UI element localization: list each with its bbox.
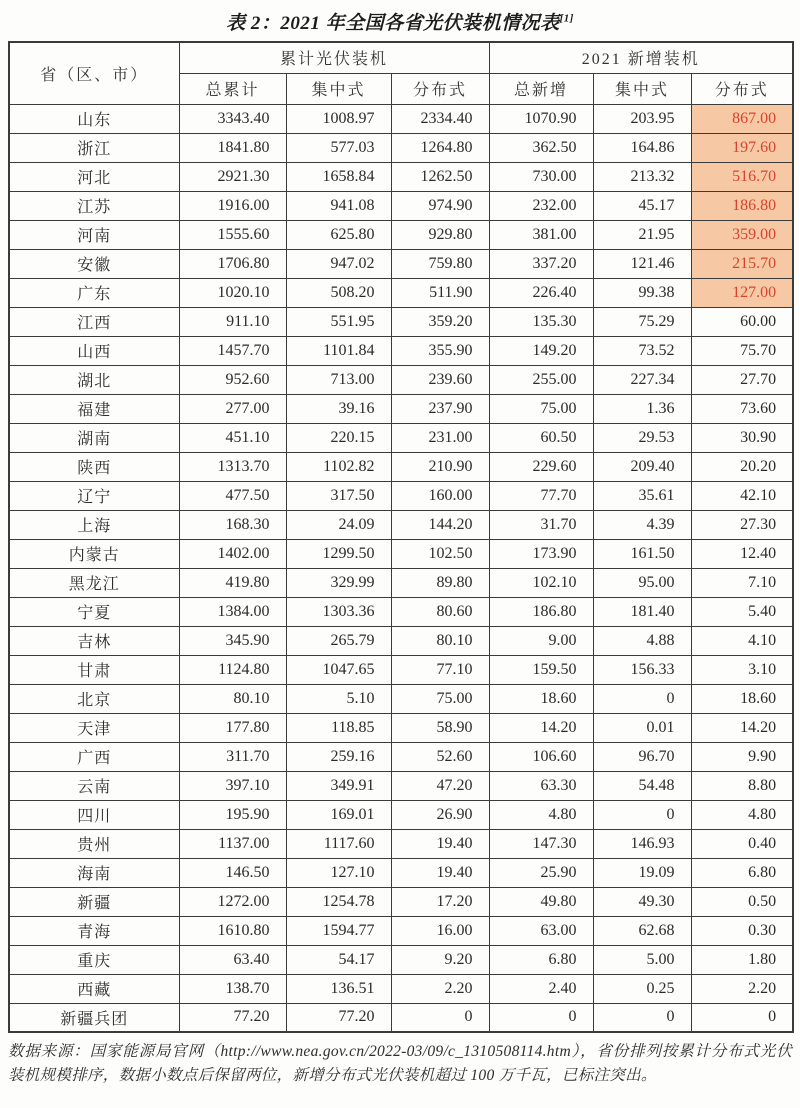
table-row — [9, 249, 793, 278]
value-cell: 146.93 — [593, 829, 691, 858]
value-cell: 96.70 — [593, 742, 691, 771]
value-cell: 4.39 — [593, 510, 691, 539]
value-cell: 60.50 — [489, 423, 593, 452]
new-distributed-value-cell: 867.00 — [691, 104, 793, 133]
value-cell: 220.15 — [286, 423, 391, 452]
province-cell: 内蒙古 — [9, 539, 179, 568]
province-cell: 河北 — [9, 162, 179, 191]
value-cell: 1272.00 — [179, 887, 286, 916]
value-cell: 1658.84 — [286, 162, 391, 191]
value-cell: 229.60 — [489, 452, 593, 481]
value-cell: 54.48 — [593, 771, 691, 800]
province-cell: 陕西 — [9, 452, 179, 481]
value-cell: 2334.40 — [391, 104, 489, 133]
new-distributed-value-cell: 0.40 — [691, 829, 793, 858]
value-cell: 102.10 — [489, 568, 593, 597]
value-cell: 359.20 — [391, 307, 489, 336]
value-cell: 177.80 — [179, 713, 286, 742]
table-row — [9, 452, 793, 481]
province-cell: 山西 — [9, 336, 179, 365]
value-cell: 1303.36 — [286, 597, 391, 626]
value-cell: 144.20 — [391, 510, 489, 539]
new-distributed-value-cell: 18.60 — [691, 684, 793, 713]
value-cell: 29.53 — [593, 423, 691, 452]
value-cell: 138.70 — [179, 974, 286, 1003]
value-cell: 77.10 — [391, 655, 489, 684]
value-cell: 713.00 — [286, 365, 391, 394]
value-cell: 1124.80 — [179, 655, 286, 684]
value-cell: 75.00 — [391, 684, 489, 713]
table-row — [9, 423, 793, 452]
value-cell: 1299.50 — [286, 539, 391, 568]
new-distributed-value-cell: 27.70 — [691, 365, 793, 394]
value-cell: 168.30 — [179, 510, 286, 539]
new-distributed-value-cell: 30.90 — [691, 423, 793, 452]
new-distributed-value-cell: 73.60 — [691, 394, 793, 423]
table-row — [9, 887, 793, 916]
table-row — [9, 394, 793, 423]
table-row — [9, 307, 793, 336]
table-row — [9, 336, 793, 365]
new-distributed-value-cell: 60.00 — [691, 307, 793, 336]
value-cell: 381.00 — [489, 220, 593, 249]
province-cell: 甘肃 — [9, 655, 179, 684]
value-cell: 345.90 — [179, 626, 286, 655]
value-cell: 21.95 — [593, 220, 691, 249]
value-cell: 239.60 — [391, 365, 489, 394]
province-cell: 湖南 — [9, 423, 179, 452]
table-row — [9, 539, 793, 568]
value-cell: 195.90 — [179, 800, 286, 829]
province-cell: 江西 — [9, 307, 179, 336]
value-cell: 19.40 — [391, 858, 489, 887]
value-cell: 0 — [489, 1003, 593, 1032]
value-cell: 1916.00 — [179, 191, 286, 220]
value-cell: 2.40 — [489, 974, 593, 1003]
value-cell: 232.00 — [489, 191, 593, 220]
new-distributed-value-cell: 14.20 — [691, 713, 793, 742]
value-cell: 0 — [593, 800, 691, 829]
value-cell: 62.68 — [593, 916, 691, 945]
value-cell: 4.80 — [489, 800, 593, 829]
value-cell: 181.40 — [593, 597, 691, 626]
value-cell: 941.08 — [286, 191, 391, 220]
new-distributed-value-cell: 2.20 — [691, 974, 793, 1003]
value-cell: 551.95 — [286, 307, 391, 336]
new-distributed-value-cell: 8.80 — [691, 771, 793, 800]
new-distributed-value-cell: 75.70 — [691, 336, 793, 365]
value-cell: 75.00 — [489, 394, 593, 423]
table-row — [9, 568, 793, 597]
value-cell: 0.01 — [593, 713, 691, 742]
value-cell: 759.80 — [391, 249, 489, 278]
province-cell: 吉林 — [9, 626, 179, 655]
value-cell: 127.10 — [286, 858, 391, 887]
table-row — [9, 829, 793, 858]
new-distributed-value-cell: 0.30 — [691, 916, 793, 945]
value-cell: 1047.65 — [286, 655, 391, 684]
value-cell: 24.09 — [286, 510, 391, 539]
value-cell: 80.10 — [179, 684, 286, 713]
province-cell: 黑龙江 — [9, 568, 179, 597]
table-row — [9, 597, 793, 626]
value-cell: 77.70 — [489, 481, 593, 510]
new-distributed-value-cell: 4.10 — [691, 626, 793, 655]
table-row — [9, 191, 793, 220]
value-cell: 209.40 — [593, 452, 691, 481]
new-distributed-value-cell: 27.30 — [691, 510, 793, 539]
table-row — [9, 626, 793, 655]
value-cell: 508.20 — [286, 278, 391, 307]
table-row — [9, 220, 793, 249]
province-cell: 山东 — [9, 104, 179, 133]
value-cell: 135.30 — [489, 307, 593, 336]
value-cell: 169.01 — [286, 800, 391, 829]
cumulative-group-header: 累计光伏装机 — [179, 42, 489, 73]
province-cell: 广西 — [9, 742, 179, 771]
value-cell: 1610.80 — [179, 916, 286, 945]
value-cell: 1117.60 — [286, 829, 391, 858]
value-cell: 1457.70 — [179, 336, 286, 365]
value-cell: 477.50 — [179, 481, 286, 510]
new-distributed-value-cell: 0.50 — [691, 887, 793, 916]
new-distributed-value-cell: 1.80 — [691, 945, 793, 974]
province-cell: 浙江 — [9, 133, 179, 162]
value-cell: 1254.78 — [286, 887, 391, 916]
value-cell: 1841.80 — [179, 133, 286, 162]
table-row — [9, 713, 793, 742]
value-cell: 89.80 — [391, 568, 489, 597]
col-header-cum-total: 总累计 — [179, 73, 286, 104]
table-row — [9, 104, 793, 133]
value-cell: 337.20 — [489, 249, 593, 278]
table-title — [8, 8, 792, 35]
table-row — [9, 945, 793, 974]
value-cell: 106.60 — [489, 742, 593, 771]
table-title-text: 表 2：2021 年全国各省光伏装机情况表 — [226, 13, 560, 34]
table-header — [9, 42, 793, 104]
value-cell: 952.60 — [179, 365, 286, 394]
value-cell: 210.90 — [391, 452, 489, 481]
value-cell: 1.36 — [593, 394, 691, 423]
value-cell: 173.90 — [489, 539, 593, 568]
pv-capacity-table — [8, 41, 794, 1033]
value-cell: 259.16 — [286, 742, 391, 771]
value-cell: 159.50 — [489, 655, 593, 684]
value-cell: 1402.00 — [179, 539, 286, 568]
value-cell: 1008.97 — [286, 104, 391, 133]
value-cell: 19.40 — [391, 829, 489, 858]
table-row — [9, 974, 793, 1003]
value-cell: 77.20 — [179, 1003, 286, 1032]
new-distributed-value-cell: 42.10 — [691, 481, 793, 510]
value-cell: 929.80 — [391, 220, 489, 249]
value-cell: 49.80 — [489, 887, 593, 916]
value-cell: 39.16 — [286, 394, 391, 423]
col-header-new-centralized: 集中式 — [593, 73, 691, 104]
value-cell: 47.20 — [391, 771, 489, 800]
value-cell: 227.34 — [593, 365, 691, 394]
value-cell: 9.20 — [391, 945, 489, 974]
table-row — [9, 655, 793, 684]
new-distributed-value-cell: 359.00 — [691, 220, 793, 249]
value-cell: 26.90 — [391, 800, 489, 829]
value-cell: 156.33 — [593, 655, 691, 684]
new-distributed-value-cell: 186.80 — [691, 191, 793, 220]
table-row — [9, 771, 793, 800]
province-cell: 四川 — [9, 800, 179, 829]
province-cell: 天津 — [9, 713, 179, 742]
value-cell: 118.85 — [286, 713, 391, 742]
value-cell: 63.40 — [179, 945, 286, 974]
value-cell: 203.95 — [593, 104, 691, 133]
value-cell: 1384.00 — [179, 597, 286, 626]
province-cell: 北京 — [9, 684, 179, 713]
value-cell: 164.86 — [593, 133, 691, 162]
province-cell: 辽宁 — [9, 481, 179, 510]
value-cell: 19.09 — [593, 858, 691, 887]
province-cell: 新疆 — [9, 887, 179, 916]
value-cell: 16.00 — [391, 916, 489, 945]
value-cell: 255.00 — [489, 365, 593, 394]
value-cell: 63.30 — [489, 771, 593, 800]
value-cell: 147.30 — [489, 829, 593, 858]
new-distributed-value-cell: 20.20 — [691, 452, 793, 481]
col-header-new-distributed: 分布式 — [691, 73, 793, 104]
province-cell: 西藏 — [9, 974, 179, 1003]
value-cell: 186.80 — [489, 597, 593, 626]
value-cell: 95.00 — [593, 568, 691, 597]
value-cell: 911.10 — [179, 307, 286, 336]
province-cell: 云南 — [9, 771, 179, 800]
value-cell: 362.50 — [489, 133, 593, 162]
province-cell: 贵州 — [9, 829, 179, 858]
value-cell: 52.60 — [391, 742, 489, 771]
new-distributed-value-cell: 127.00 — [691, 278, 793, 307]
value-cell: 1020.10 — [179, 278, 286, 307]
value-cell: 947.02 — [286, 249, 391, 278]
value-cell: 0 — [593, 1003, 691, 1032]
new-distributed-value-cell: 7.10 — [691, 568, 793, 597]
province-cell: 上海 — [9, 510, 179, 539]
province-cell: 宁夏 — [9, 597, 179, 626]
value-cell: 329.99 — [286, 568, 391, 597]
new-distributed-value-cell: 4.80 — [691, 800, 793, 829]
table-row — [9, 481, 793, 510]
value-cell: 73.52 — [593, 336, 691, 365]
value-cell: 3343.40 — [179, 104, 286, 133]
province-cell: 重庆 — [9, 945, 179, 974]
value-cell: 5.10 — [286, 684, 391, 713]
value-cell: 0 — [593, 684, 691, 713]
value-cell: 277.00 — [179, 394, 286, 423]
value-cell: 2921.30 — [179, 162, 286, 191]
col-header-cum-centralized: 集中式 — [286, 73, 391, 104]
value-cell: 160.00 — [391, 481, 489, 510]
value-cell: 265.79 — [286, 626, 391, 655]
value-cell: 1101.84 — [286, 336, 391, 365]
table-row — [9, 510, 793, 539]
value-cell: 1070.90 — [489, 104, 593, 133]
province-cell: 江苏 — [9, 191, 179, 220]
value-cell: 317.50 — [286, 481, 391, 510]
value-cell: 231.00 — [391, 423, 489, 452]
value-cell: 121.46 — [593, 249, 691, 278]
table-row — [9, 365, 793, 394]
province-cell: 湖北 — [9, 365, 179, 394]
value-cell: 0.25 — [593, 974, 691, 1003]
value-cell: 1264.80 — [391, 133, 489, 162]
value-cell: 161.50 — [593, 539, 691, 568]
table-row — [9, 133, 793, 162]
value-cell: 355.90 — [391, 336, 489, 365]
province-column-header: 省（区、市） — [9, 42, 179, 104]
value-cell: 2.20 — [391, 974, 489, 1003]
table-row — [9, 858, 793, 887]
table-row — [9, 800, 793, 829]
value-cell: 58.90 — [391, 713, 489, 742]
new-distributed-value-cell: 9.90 — [691, 742, 793, 771]
province-cell: 河南 — [9, 220, 179, 249]
value-cell: 54.17 — [286, 945, 391, 974]
value-cell: 45.17 — [593, 191, 691, 220]
value-cell: 14.20 — [489, 713, 593, 742]
table-row — [9, 916, 793, 945]
table-row — [9, 684, 793, 713]
table-body — [9, 104, 793, 1032]
new-distributed-value-cell: 3.10 — [691, 655, 793, 684]
value-cell: 1594.77 — [286, 916, 391, 945]
province-cell: 新疆兵团 — [9, 1003, 179, 1032]
province-cell: 广东 — [9, 278, 179, 307]
value-cell: 80.10 — [391, 626, 489, 655]
province-cell: 海南 — [9, 858, 179, 887]
value-cell: 1262.50 — [391, 162, 489, 191]
value-cell: 99.38 — [593, 278, 691, 307]
table-row — [9, 1003, 793, 1032]
value-cell: 35.61 — [593, 481, 691, 510]
value-cell: 1706.80 — [179, 249, 286, 278]
value-cell: 625.80 — [286, 220, 391, 249]
value-cell: 1137.00 — [179, 829, 286, 858]
province-cell: 福建 — [9, 394, 179, 423]
value-cell: 730.00 — [489, 162, 593, 191]
value-cell: 226.40 — [489, 278, 593, 307]
value-cell: 1102.82 — [286, 452, 391, 481]
table-row — [9, 278, 793, 307]
new-distributed-value-cell: 516.70 — [691, 162, 793, 191]
value-cell: 451.10 — [179, 423, 286, 452]
value-cell: 49.30 — [593, 887, 691, 916]
new-distributed-value-cell: 0 — [691, 1003, 793, 1032]
value-cell: 102.50 — [391, 539, 489, 568]
col-header-cum-distributed: 分布式 — [391, 73, 489, 104]
value-cell: 4.88 — [593, 626, 691, 655]
table-row — [9, 742, 793, 771]
value-cell: 80.60 — [391, 597, 489, 626]
value-cell: 25.90 — [489, 858, 593, 887]
value-cell: 1313.70 — [179, 452, 286, 481]
value-cell: 419.80 — [179, 568, 286, 597]
value-cell: 9.00 — [489, 626, 593, 655]
new-distributed-value-cell: 197.60 — [691, 133, 793, 162]
value-cell: 349.91 — [286, 771, 391, 800]
value-cell: 237.90 — [391, 394, 489, 423]
value-cell: 213.32 — [593, 162, 691, 191]
value-cell: 31.70 — [489, 510, 593, 539]
table-row — [9, 162, 793, 191]
value-cell: 5.00 — [593, 945, 691, 974]
value-cell: 136.51 — [286, 974, 391, 1003]
value-cell: 0 — [391, 1003, 489, 1032]
data-source-footnote: 数据来源：国家能源局官网（http://www.nea.gov.cn/2022-03/09/c_1310508114.htm），省份排列按累计分布式光伏装机规模排序，数据小数点后保留两位，新增分布式光伏装机超过 100 万千瓦，已标注突出。 — [8, 1043, 792, 1085]
value-cell: 77.20 — [286, 1003, 391, 1032]
value-cell: 18.60 — [489, 684, 593, 713]
value-cell: 577.03 — [286, 133, 391, 162]
new-2021-group-header: 2021 新增装机 — [489, 42, 793, 73]
province-cell: 安徽 — [9, 249, 179, 278]
value-cell: 397.10 — [179, 771, 286, 800]
value-cell: 146.50 — [179, 858, 286, 887]
value-cell: 17.20 — [391, 887, 489, 916]
value-cell: 75.29 — [593, 307, 691, 336]
value-cell: 1555.60 — [179, 220, 286, 249]
value-cell: 311.70 — [179, 742, 286, 771]
value-cell: 974.90 — [391, 191, 489, 220]
province-cell: 青海 — [9, 916, 179, 945]
value-cell: 6.80 — [489, 945, 593, 974]
new-distributed-value-cell: 215.70 — [691, 249, 793, 278]
value-cell: 149.20 — [489, 336, 593, 365]
value-cell: 63.00 — [489, 916, 593, 945]
new-distributed-value-cell: 6.80 — [691, 858, 793, 887]
new-distributed-value-cell: 12.40 — [691, 539, 793, 568]
col-header-new-total: 总新增 — [489, 73, 593, 104]
title-footnote-marker: [1] — [559, 12, 574, 25]
new-distributed-value-cell: 5.40 — [691, 597, 793, 626]
value-cell: 511.90 — [391, 278, 489, 307]
group-header-row — [9, 42, 793, 73]
